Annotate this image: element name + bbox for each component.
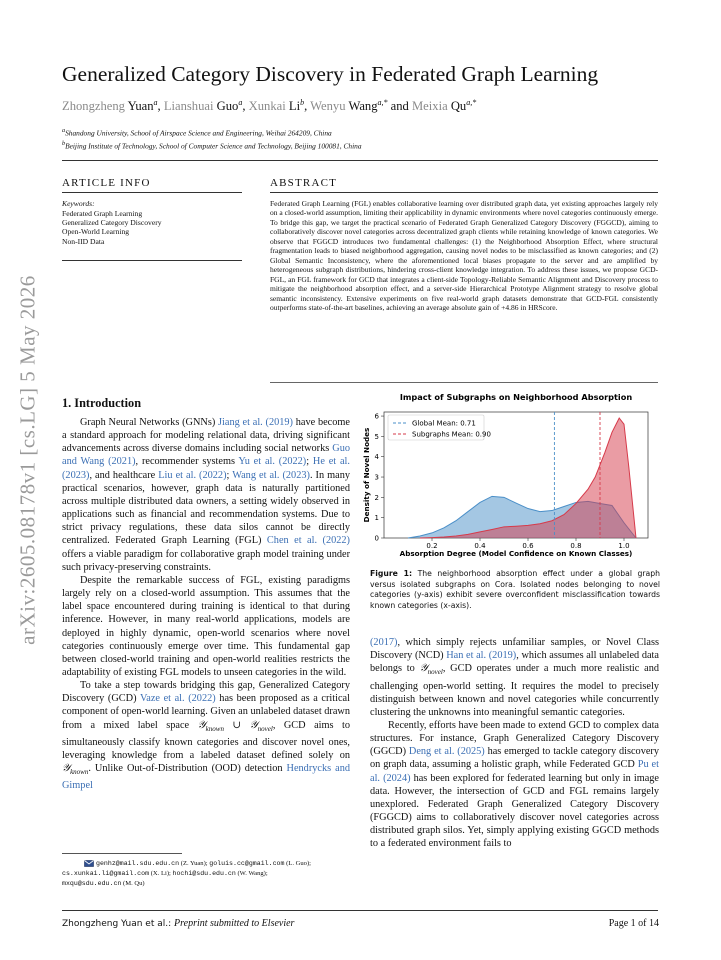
- email-address[interactable]: hochi@sdu.edu.cn: [172, 870, 236, 878]
- paper-title: Generalized Category Discovery in Federated Graph Learning: [62, 62, 599, 86]
- y-axis-label: Density of Novel Nodes: [362, 427, 371, 523]
- author: Lianshuai Guo$^a$: [163, 98, 243, 114]
- email-address[interactable]: cs.xunkai.li@gmail.com: [62, 870, 150, 878]
- arxiv-side-stamp: [8, 240, 48, 680]
- figure-label: Figure 1:: [370, 569, 413, 578]
- y-tick-label: 4: [374, 453, 379, 462]
- footer-author: Zhongzheng Yuan et al.:: [62, 919, 172, 929]
- citation-link[interactable]: Chen et al. (2022): [266, 535, 350, 547]
- citation-link[interactable]: Jiang et al. (2019): [218, 417, 293, 428]
- citation-link[interactable]: (2017): [370, 637, 398, 648]
- citation-link[interactable]: Guo and Wang (2021): [62, 443, 350, 468]
- citation-link[interactable]: Vaze et al. (2022): [139, 693, 216, 705]
- header-rule: [62, 160, 658, 161]
- citation-link[interactable]: Wang et al. (2023): [232, 469, 310, 481]
- paragraph: Graph Neural Networks (GNNs) Jiang et al. (2019) have become a standard approach for modeling relational data, driving significant advancements across diverse domains including social networks Guo and Wang (2021), recommender systems Yu et al. (2022); He et al. (2023), and healthcare Liu et al. (2022); Wang et al. (2023). In many practical scenarios, however, graph data is naturally partitioned across multiple distributed data owners, a setting widely observed in applications such as financial and recommendation systems. Due to strict privacy regulations, these data silos cannot be directly centralized. Federated Graph Learning (FGL) Chen et al. (2022) offers a viable paradigm for collaborative graph model training under such privacy-preserving constraints.: [62, 417, 351, 573]
- affiliation-b: $^b$Beijing Institute of Technology, School of Computer Science and Technology, Beijing 100081, China: [62, 141, 362, 151]
- caption-text: The neighborhood absorption effect under a global graph versus isolated subgraphs on Cora. Isolated nodes belonging to novel categories (y-axis) exhibit severe overconfident misclassification towards known categories (x-axis).: [370, 569, 660, 610]
- right-column: [370, 636, 660, 850]
- x-tick-label: 0.2: [426, 542, 438, 550]
- legend-entry: Subgraphs Mean: 0.90: [412, 430, 491, 439]
- y-tick-label: 6: [374, 412, 379, 421]
- y-tick-label: 2: [374, 493, 379, 502]
- x-tick-label: 0.4: [474, 542, 486, 550]
- abstract-heading: ABSTRACT: [270, 177, 338, 189]
- math-expression: 𝒴$_{known}$: [62, 763, 89, 777]
- keywords-label: Keywords:: [62, 199, 95, 208]
- arxiv-identifier: arXiv:2605.08178v1 [cs.LG] 5 May 2026: [15, 275, 40, 645]
- keyword: Federated Graph Learning: [62, 208, 143, 218]
- article-info-rule: [62, 192, 242, 193]
- paragraph: Despite the remarkable success of FGL, existing paradigms largely rely on a closed-world assumption. This assumes that the label space encountered during training is identical to that during inference. However, in many real-world applications, models are deployed in highly dynamic, open-world scenarios where novel categories continuously emerge over time. This fundamental gap between closed-world training and open-world realities restricts the adaptability of existing FGL models to unseen categories in the wild.: [62, 574, 350, 678]
- abstract-text: Federated Graph Learning (FGL) enables collaborative learning over distributed graph data, yet existing approaches largely rely on a closed-world assumption, limiting their applicability in dynamic environments where novel categories continuously emerge. To bridge this gap, we target the practical scenario of Federated Graph Generalized Category Discovery (FGGCD), aiming to collaboratively discover novel categories across decentralized graph clients while retaining knowledge of known categories. We observe that FGGCD introduces two fundamental challenges: (1) the Neighborhood Absorption Effect, where structural fragmentation leads to biased neighborhood aggregation, causing novel nodes to be misclassified as known categories; and (2) Global Semantic Inconsistency, where the aforementioned local biases propagate to the server and are amplified by heterogeneous subgraph distributions, hindering cross-client knowledge integration. To address these issues, we propose GCD-FGL, an FGL framework for GCD that integrates a client-side Topology-Reliable Semantic Alignment and Discovery process to mitigate the neighborhood absorption effect, and a server-side Hierarchical Prototype Alignment strategy to resolve global semantic inconsistency. Extensive experiments on five real-world graph datasets demonstrate that GCD-FGL consistently outperforms state-of-the-art baselines, achieving an average absolute gain of +4.86 in HRScore.: [270, 199, 658, 312]
- citation-link[interactable]: Pu et al. (2024): [370, 759, 659, 784]
- citation-link[interactable]: Han et al. (2019): [446, 650, 517, 662]
- footer-preprint-note: Preprint submitted to Elsevier: [174, 918, 295, 929]
- citation-link[interactable]: He et al. (2023): [62, 456, 350, 481]
- figure-caption: [370, 569, 660, 611]
- y-tick-label: 5: [374, 432, 379, 441]
- left-column: [62, 416, 350, 836]
- math-expression: 𝒴$_{novel}$: [419, 663, 443, 677]
- paragraph: (2017), which simply rejects unfamiliar samples, or Novel Class Discovery (NCD) Han et al. (2019), which assumes all unlabeled data belongs to 𝒴$_{novel}$, GCD operates under a much more realistic and challenging open-world setting. It requires the model to precisely distinguish between known and novel categories while concurrently clustering the unknowns into meaningful semantic categories.: [370, 637, 659, 718]
- running-footer: [62, 918, 294, 929]
- math-expression: 𝒴$_{known}$ ∪ 𝒴$_{novel}$: [197, 719, 273, 733]
- paragraph: To take a step towards bridging this gap, Generalized Category Discovery (GCD) Vaze et al. (2022) has been proposed as a critical component of open-world learning. Given an unlabeled dataset drawn from a mixed label space 𝒴$_{known}$ ∪ 𝒴$_{novel}$, GCD aims to simultaneously classify known categories and discover novel ones, leveraging knowledge from a labeled dataset defined solely on 𝒴$_{known}$. Unlike Out-of-Distribution (OOD) detection Hendrycks and Gimpel: [62, 680, 351, 792]
- citation-link[interactable]: Liu et al. (2022): [158, 469, 227, 481]
- figure-1-chart: [362, 386, 662, 564]
- y-tick-label: 1: [374, 514, 379, 523]
- email-address[interactable]: genhz@mail.sdu.edu.cn: [96, 860, 180, 867]
- footnote-line: genhz@mail.sdu.edu.cn (Z. Yuan); goluis.cc@gmail.com (L. Guo);: [96, 860, 312, 867]
- y-tick-label: 0: [374, 534, 379, 543]
- footnote-rule: [62, 853, 182, 854]
- abstract-rule: [270, 192, 658, 193]
- chart-title: Impact of Subgraphs on Neighborhood Absorption: [399, 392, 633, 402]
- footnote-line: mxqu@sdu.edu.cn (M. Qu): [62, 880, 145, 888]
- author-email-footnote: [62, 859, 352, 890]
- email-address[interactable]: mxqu@sdu.edu.cn: [62, 880, 122, 888]
- affiliation-a: $^a$Shandong University, School of Airspace Science and Engineering, Weihai 264209, China: [62, 128, 332, 138]
- author: Xunkai Li$^b$: [248, 98, 305, 114]
- citation-link[interactable]: Deng et al. (2025): [408, 746, 485, 758]
- envelope-icon: [84, 860, 94, 867]
- legend-entry: Global Mean: 0.71: [412, 419, 476, 428]
- abstract-end-rule: [270, 382, 658, 383]
- x-tick-label: 1.0: [618, 542, 630, 550]
- keyword: Non-IID Data: [62, 236, 105, 246]
- x-tick-label: 0.6: [522, 542, 534, 550]
- section-heading-introduction: 1. Introduction: [62, 396, 142, 410]
- author: Meixia $Qu^{a,*}$: [411, 98, 477, 114]
- keywords-end-rule: [62, 260, 242, 261]
- x-axis-label: Absorption Degree (Model Confidence on Known Classes): [399, 549, 633, 558]
- citation-link[interactable]: Yu et al. (2022): [238, 456, 307, 468]
- keyword: Open-World Learning: [62, 227, 130, 237]
- y-tick-label: 3: [374, 473, 379, 482]
- author: Zhongzheng Yuan$^a$: [62, 98, 158, 114]
- keyword: Generalized Category Discovery: [62, 217, 162, 227]
- author-list: Zhongzheng Yuan$^a$, Lianshuai Guo$^a$, Xunkai Li$^b$, Wenyu Wang$^{a,*}$ and Meixia $Qu^{a,*}$: [62, 98, 477, 114]
- author: Wenyu Wang$^{a,*}$: [310, 98, 388, 114]
- footnote-line: cs.xunkai.li@gmail.com (X. Li); hochi@sdu.edu.cn (W. Wang);: [62, 870, 268, 878]
- footer-rule: [62, 910, 658, 911]
- email-address[interactable]: goluis.cc@gmail.com: [209, 860, 285, 867]
- paragraph: Recently, efforts have been made to extend GCD to complex data structures. For instance, Graph Generalized Category Discovery (GGCD) Deng et al. (2025) has emerged to tackle category discovery on graph data, assuming a holistic graph, while Federated GCD Pu et al. (2024) has been explored for federated learning but only in image data. However, the intersection of GCD and FGL remains largely unexplored. Federated Graph Generalized Category Discovery (FGGCD) aims to collaboratively discover novel categories across distributed graph silos. Yet, simply applying existing GGCD methods to a federated environment fails to: [370, 719, 660, 850]
- citation-link[interactable]: Hendrycks and Gimpel: [62, 763, 350, 792]
- x-tick-label: 0.8: [570, 542, 582, 550]
- keywords-list: [62, 209, 242, 247]
- article-info-heading: ARTICLE INFO: [62, 177, 151, 189]
- page-number: Page 1 of 14: [608, 918, 659, 929]
